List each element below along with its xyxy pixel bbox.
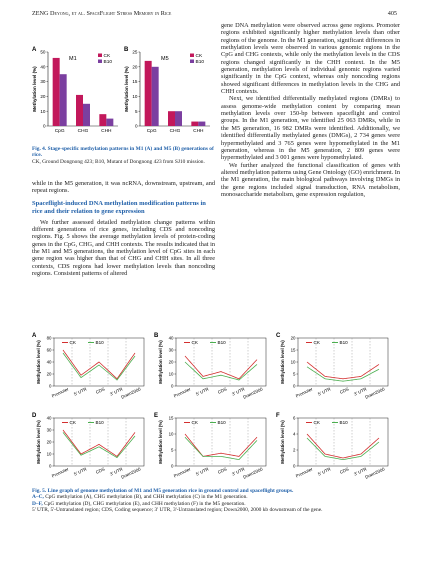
bar-chart-B — [124, 47, 210, 134]
panel-letter: A — [32, 333, 37, 339]
running-header: ZENG Deyong, et al. SpaceFlight Stress Memory in Rice — [32, 10, 172, 17]
x-tick-label: Promoter — [172, 386, 192, 399]
y-tick-label: 5 — [171, 447, 174, 453]
section-heading: Spaceflight-induced DNA methylation modification patterns in rice and their relation to gene expression — [32, 199, 206, 215]
y-axis-label: Methylation level (%) — [36, 340, 41, 384]
bar-ck — [53, 58, 60, 126]
y-tick-label: 20 — [46, 439, 52, 445]
x-tick-label: CDS — [338, 466, 350, 475]
y-tick-label: 20 — [290, 335, 296, 341]
panel-letter: B — [154, 333, 159, 339]
y-tick-label: 10 — [40, 108, 46, 114]
legend-label: B10 — [217, 420, 226, 425]
y-tick-label: 0 — [49, 463, 52, 469]
plot-frame — [176, 338, 266, 386]
x-tick-label: Promoter — [50, 466, 70, 479]
figure-5-caption — [32, 488, 400, 514]
panel-letter: E — [154, 413, 159, 419]
x-tick-label: Down2000 — [364, 466, 386, 480]
panel-letter: D — [32, 413, 37, 419]
bar-ck — [99, 114, 106, 126]
y-axis-label: Methylation level (%) — [158, 420, 163, 464]
y-tick-label: 10 — [290, 359, 296, 365]
x-tick-label: CHH — [193, 129, 204, 134]
y-tick-label: 10 — [132, 94, 138, 99]
x-tick-label: Down2000 — [120, 466, 142, 480]
paragraph: We further assessed detailed methylation change patterns within different generations of rice genes, including CDS and noncoding regions. Fig. 5 shows the average methylation levels of protein-coding genes in the CpG, CHG, and CHH contexts. The results indicated that in the M1 and M5 generations, the methylation level of CpG sites in each gene region was higher than that of CHG and CHH sites. In all three contexts, CDS regions had lower methylation levels than noncoding regions. Consistent patterns of altered — [32, 218, 215, 278]
legend-label: CK — [103, 54, 111, 59]
y-tick-label: 20 — [168, 359, 174, 365]
legend-label: B10 — [95, 420, 104, 425]
x-tick-label: CHH — [101, 129, 112, 134]
y-tick-label: 40 — [168, 335, 174, 341]
line-chart-E — [154, 413, 266, 480]
legend-label: B10 — [195, 60, 205, 65]
line-chart-F — [276, 413, 388, 480]
y-axis-label: Methylation level (%) — [280, 340, 285, 384]
y-tick-label: 0 — [49, 383, 52, 389]
y-tick-label: 15 — [290, 347, 296, 353]
x-tick-label: 3' UTR — [231, 466, 246, 477]
right-column — [221, 22, 400, 198]
x-tick-label: CDS — [338, 386, 350, 395]
x-tick-label: 3' UTR — [353, 466, 368, 477]
legend-swatch — [190, 54, 194, 58]
legend-label: B10 — [217, 340, 226, 345]
line-chart-A — [32, 333, 144, 400]
x-tick-label: CHG — [169, 129, 181, 134]
x-tick-label: CDS — [216, 466, 228, 475]
x-tick-label: Down2000 — [242, 466, 264, 480]
y-tick-label: 2 — [293, 447, 296, 453]
figure-4-caption-title: Fig. 4. Stage-specific methylation patterns in M1 (A) and M5 (B) generations of rice. — [32, 146, 214, 159]
x-tick-label: 5' UTR — [317, 386, 332, 397]
legend-swatch — [98, 54, 102, 58]
y-tick-label: 0 — [293, 463, 296, 469]
legend-label: B10 — [339, 340, 348, 345]
y-tick-label: 4 — [293, 431, 296, 437]
y-tick-label: 20 — [132, 64, 138, 70]
x-tick-label: 3' UTR — [109, 466, 124, 477]
y-tick-label: 40 — [40, 64, 46, 70]
panel-letter: A — [32, 47, 37, 53]
x-tick-label: CDS — [94, 386, 106, 395]
panel-letter: C — [276, 333, 281, 339]
line-chart-C — [276, 333, 388, 400]
line-chart-B — [154, 333, 266, 400]
caption-line: 5' UTR, 5'-Untranslated region; CDS, Coding sequence; 3' UTR, 3'-Untranslated region; Down2000, 2000 kb downstream of the gene. — [32, 507, 323, 514]
y-tick-label: 20 — [40, 94, 46, 99]
y-tick-label: 30 — [46, 427, 52, 433]
bar-b10 — [60, 74, 67, 126]
x-tick-label: 5' UTR — [317, 466, 332, 477]
caption-range-label: A–C, — [32, 494, 44, 501]
y-tick-label: 50 — [40, 49, 46, 55]
bar-ck — [76, 95, 83, 126]
y-tick-label: 10 — [168, 371, 174, 377]
panel-letter: B — [124, 47, 129, 53]
legend-label: CK — [69, 420, 76, 425]
x-tick-label: CpG — [54, 129, 65, 134]
series-line-ck — [307, 362, 379, 379]
x-tick-label: 5' UTR — [195, 466, 210, 477]
y-tick-label: 10 — [46, 451, 52, 457]
bar-b10 — [106, 119, 113, 126]
figure-4 — [30, 44, 220, 144]
x-tick-label: 3' UTR — [109, 386, 124, 397]
x-tick-label: 5' UTR — [73, 386, 88, 397]
x-tick-label: Down2000 — [120, 386, 142, 400]
caption-line: CpG methylation (D), CHG methylation (E), and CHH methylation (F) in the M5 generation. — [42, 500, 246, 507]
x-tick-label: Promoter — [294, 466, 314, 479]
legend-label: B10 — [339, 420, 348, 425]
y-tick-label: 30 — [168, 347, 174, 353]
y-tick-label: 5 — [134, 108, 138, 114]
x-tick-label: 5' UTR — [73, 466, 88, 477]
chart-title: M1 — [69, 56, 77, 62]
y-tick-label: 0 — [293, 383, 296, 389]
x-tick-label: CDS — [216, 386, 228, 395]
line-chart-D — [32, 413, 144, 480]
page-number: 405 — [387, 10, 397, 17]
bar-b10 — [83, 104, 90, 126]
legend-swatch — [190, 60, 194, 64]
y-tick-label: 0 — [42, 123, 46, 129]
series-line-ck — [185, 434, 257, 456]
legend-label: B10 — [103, 60, 113, 65]
legend-label: CK — [191, 420, 198, 425]
series-line-ck — [63, 350, 135, 379]
legend-swatch — [98, 60, 102, 64]
x-tick-label: Down2000 — [364, 386, 386, 400]
legend-label: CK — [195, 54, 203, 59]
figure-4-caption-body: CK, Ground Dongnong 423; B10, Mutant of Dongnong 423 from SJ10 mission. — [32, 158, 205, 165]
paragraph: We further analyzed the functional classification of genes with altered methylation patterns using Gene Ontology (GO) enrichment. In the M1 generation, the main biological pathways involving DMGs in the gene regions included signal transduction, RNA metabolism, monosaccharide metabolism, gene expression regulation, — [221, 161, 400, 198]
legend-label: CK — [69, 340, 76, 345]
y-tick-label: 6 — [293, 415, 296, 421]
figure-4-caption — [32, 146, 215, 165]
y-axis-label: Methylation level (%) — [124, 66, 129, 112]
paragraph: Next, we identified differentially methylated regions (DMRs) to assess genome-wide methylation content by comparing mean methylation levels over 150-bp between spaceflight and control groups. In the M1 generation, we identified 25 063 DMRs, while in the M5 generation, 16 982 DMRs were identified. Additionally, we identified differentially methylated genes (DMGs), 2 734 genes were hypermethylated and 3 765 genes were hypomethylated in the M1 generation, whereas in the M5 generation, 2 809 genes were hypermethylated and 3 001 genes were hypomethylated. — [221, 95, 400, 162]
x-tick-label: Promoter — [172, 466, 192, 479]
caption-line: CpG methylation (A), CHG methylation (B), and CHH methylation (C) in the M1 generation. — [43, 494, 248, 501]
bar-ck — [168, 111, 175, 126]
y-tick-label: 40 — [46, 415, 52, 421]
series-line-ck — [307, 434, 379, 458]
legend-label: CK — [313, 420, 320, 425]
bar-b10 — [175, 111, 182, 126]
y-tick-label: 0 — [134, 123, 138, 129]
x-tick-label: Promoter — [50, 386, 70, 399]
y-tick-label: 80 — [46, 335, 52, 341]
y-tick-label: 5 — [293, 371, 296, 377]
y-tick-label: 0 — [171, 383, 174, 389]
y-axis-label: Methylation level (%) — [280, 420, 285, 464]
y-axis-label: Methylation level (%) — [32, 66, 37, 112]
bar-b10 — [198, 122, 205, 126]
y-tick-label: 10 — [168, 431, 174, 437]
x-tick-label: Down2000 — [242, 386, 264, 400]
series-line-b10 — [307, 438, 379, 460]
bar-ck — [191, 122, 198, 126]
y-tick-label: 15 — [168, 415, 174, 421]
x-tick-label: CpG — [146, 129, 157, 134]
y-tick-label: 60 — [46, 347, 52, 353]
paragraph: while in the M5 generation, it was ncRNA, downstream, upstream, and repeat regions. — [32, 180, 215, 195]
bar-ck — [145, 61, 152, 126]
y-tick-label: 20 — [46, 371, 52, 377]
series-line-b10 — [63, 353, 135, 380]
panel-letter: F — [276, 413, 280, 419]
figure-5 — [30, 330, 402, 488]
x-tick-label: CHG — [77, 129, 89, 134]
series-line-ck — [63, 430, 135, 456]
caption-range-label: D–F, — [32, 500, 43, 507]
legend-label: CK — [313, 340, 320, 345]
figure-5-caption-title: Fig. 5. Line graph of genome methylation of M1 and M5 generation rice in ground control and spaceflight groups. — [32, 488, 294, 494]
x-tick-label: Promoter — [294, 386, 314, 399]
y-tick-label: 25 — [132, 49, 138, 55]
legend-label: CK — [191, 340, 198, 345]
left-column — [32, 180, 215, 277]
y-tick-label: 0 — [171, 463, 174, 469]
x-tick-label: 3' UTR — [231, 386, 246, 397]
y-tick-label: 40 — [46, 359, 52, 365]
y-axis-label: Methylation level (%) — [158, 340, 163, 384]
paragraph: gene DNA methylation were observed across gene regions. Promoter regions exhibited significantly higher methylation levels than other regions of the genome. In the M1 generation, significant differences in methylation levels were observed in various genomic regions in the CpG and CHG contexts, while only the methylation levels in the CDS regions changed significantly in the CHH context. In the M5 generation, methylation levels of individual genomic regions varied significantly in the CpG context, whereas only noncoding regions showed significant differences in methylation levels in the CHG and CHH contexts. — [221, 22, 400, 96]
x-tick-label: 5' UTR — [195, 386, 210, 397]
y-tick-label: 30 — [40, 79, 46, 85]
bar-b10 — [152, 67, 159, 126]
legend-label: B10 — [95, 340, 104, 345]
x-tick-label: 3' UTR — [353, 386, 368, 397]
y-axis-label: Methylation level (%) — [36, 420, 41, 464]
chart-title: M5 — [161, 56, 169, 62]
x-tick-label: CDS — [94, 466, 106, 475]
bar-chart-A — [32, 47, 118, 134]
y-tick-label: 15 — [132, 79, 138, 85]
